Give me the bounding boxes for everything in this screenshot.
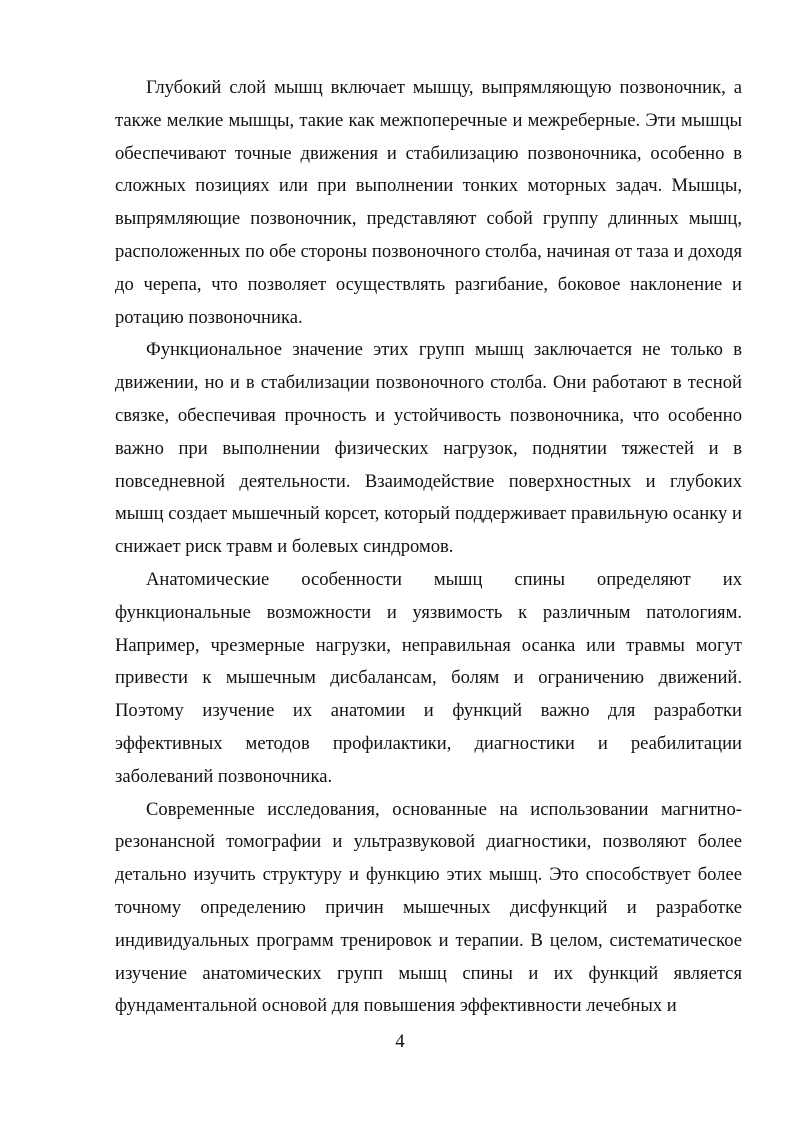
- page-number: 4: [395, 1031, 405, 1052]
- paragraph-modern-research: Современные исследования, основанные на использовании магнитно-резонансной томографии и ультразвуковой диагностики, позволяют более детально изучить структуру и функцию этих мышц. Это способствует более точному определению причин мышечных дисфункций и разработке индивидуальных программ тренировок и терапии. В целом, систематическое изучение анатомических групп мышц спины и их функций является фундаментальной основой для повышения эффективности лечебных и: [115, 798, 742, 1017]
- body-text: [115, 72, 742, 1023]
- paragraph-functional-significance: Функциональное значение этих групп мышц заключается не только в движении, но и в стабилизации позвоночного столба. Они работают в тесной связке, обеспечивая прочность и устойчивость позвоночника, что особенно важно при выполнении физических нагрузок, поднятии тяжестей и в повседневной деятельности. Взаимодействие поверхностных и глубоких мышц создает мышечный корсет, который поддерживает правильную осанку и снижает риск травм и болевых синдромов.: [115, 339, 742, 558]
- paragraph-deep-muscle-layer: Глубокий слой мышц включает мышцу, выпрямляющую позвоночник, а также мелкие мышцы, такие как межпоперечные и межреберные. Эти мышцы обеспечивают точные движения и стабилизацию позвоночника, особенно в сложных позициях или при выполнении тонких моторных задач. Мышцы, выпрямляющие позвоночник, представляют собой группу длинных мышц, расположенных по обе стороны позвоночного столба, начиная от таза и доходя до черепа, что позволяет осуществлять разгибание, боковое наклонение и ротацию позвоночника.: [115, 77, 742, 328]
- paragraph-anatomical-features: Анатомические особенности мышц спины определяют их функциональные возможности и уязвимость к различным патологиям. Например, чрезмерные нагрузки, неправильная осанка или травмы могут привести к мышечным дисбалансам, болям и ограничению движений. Поэтому изучение их анатомии и функций важно для разработки эффективных методов профилактики, диагностики и реабилитации заболеваний позвоночника.: [115, 568, 742, 787]
